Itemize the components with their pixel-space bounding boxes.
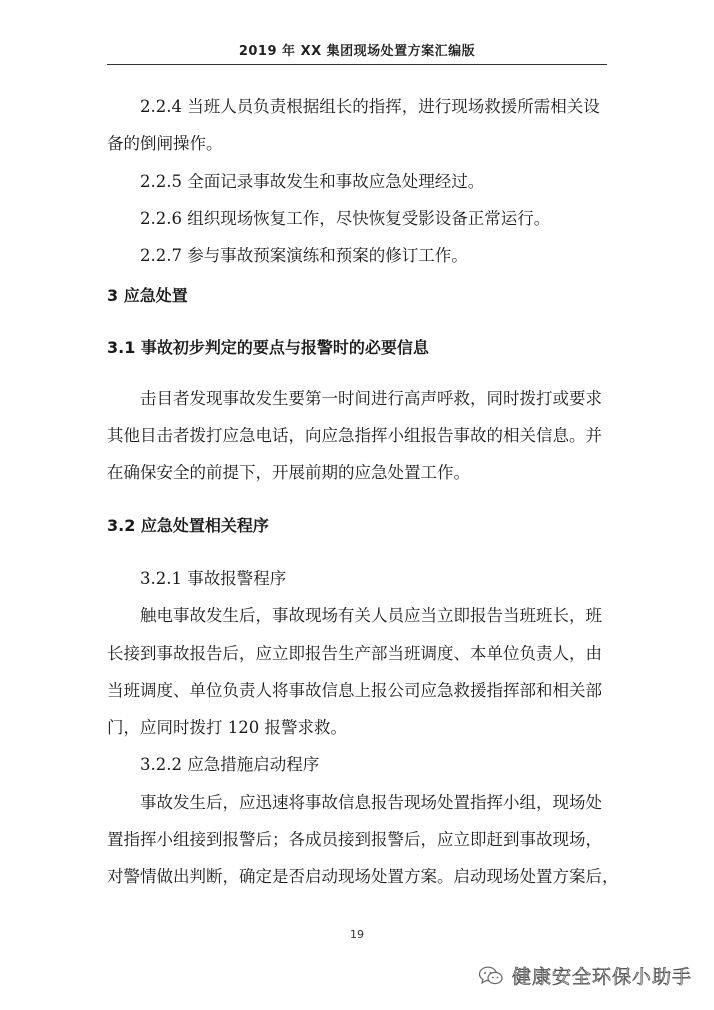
para-3-2-2-line1: 事故发生后，应迅速将事故信息报告现场处置指挥小组，现场处 — [140, 793, 602, 812]
item-2-2-7: 2.2.7 参与事故预案演练和预案的修订工作。 — [140, 246, 468, 265]
para-3-2-1-line3: 当班调度、单位负责人将事故信息上报公司应急救援指挥部和相关部 — [107, 681, 602, 700]
sub-3-2-1: 3.2.1 事故报警程序 — [140, 569, 287, 588]
item-2-2-4-line2: 备的倒闸操作。 — [107, 134, 223, 153]
para-3-2-2-line2: 置指挥小组接到报警后；各成员接到报警后，应立即赶到事故现场， — [107, 830, 602, 849]
page-number: 19 — [350, 928, 364, 941]
para-3-2-1-line2: 长接到事故报告后，应立即报告生产部当班调度、本单位负责人，由 — [107, 644, 602, 663]
heading-3-2: 3.2 应急处置相关程序 — [107, 516, 269, 535]
item-2-2-6: 2.2.6 组织现场恢复工作，尽快恢复受影设备正常运行。 — [140, 209, 551, 228]
para-3-2-1-line4: 门，应同时拨打 120 报警求救。 — [107, 718, 347, 737]
page-header: 2019 年 XX 集团现场处置方案汇编版 — [238, 44, 476, 59]
para-3-2-2-line3: 对警情做出判断，确定是否启动现场处置方案。启动现场处置方案后， — [107, 867, 619, 886]
watermark — [478, 962, 692, 989]
wechat-icon — [478, 965, 504, 987]
sub-3-2-2: 3.2.2 应急措施启动程序 — [140, 755, 320, 774]
para-3-1-line2: 其他目击者拨打应急电话，向应急指挥小组报告事故的相关信息。并 — [107, 426, 602, 445]
watermark-text: 健康安全环保小助手 — [511, 966, 692, 988]
header-divider — [107, 64, 607, 65]
heading-3-1: 3.1 事故初步判定的要点与报警时的必要信息 — [107, 338, 429, 357]
item-2-2-5: 2.2.5 全面记录事故发生和事故应急处理经过。 — [140, 172, 485, 191]
heading-3: 3 应急处置 — [107, 286, 188, 305]
para-3-1-line1: 击目者发现事故发生要第一时间进行高声呼救，同时拨打或要求 — [140, 389, 602, 408]
para-3-1-line3: 在确保安全的前提下，开展前期的应急处置工作。 — [107, 463, 470, 482]
para-3-2-1-line1: 触电事故发生后，事故现场有关人员应当立即报告当班班长，班 — [140, 606, 602, 625]
item-2-2-4-line1: 2.2.4 当班人员负责根据组长的指挥，进行现场救援所需相关设 — [140, 97, 600, 116]
